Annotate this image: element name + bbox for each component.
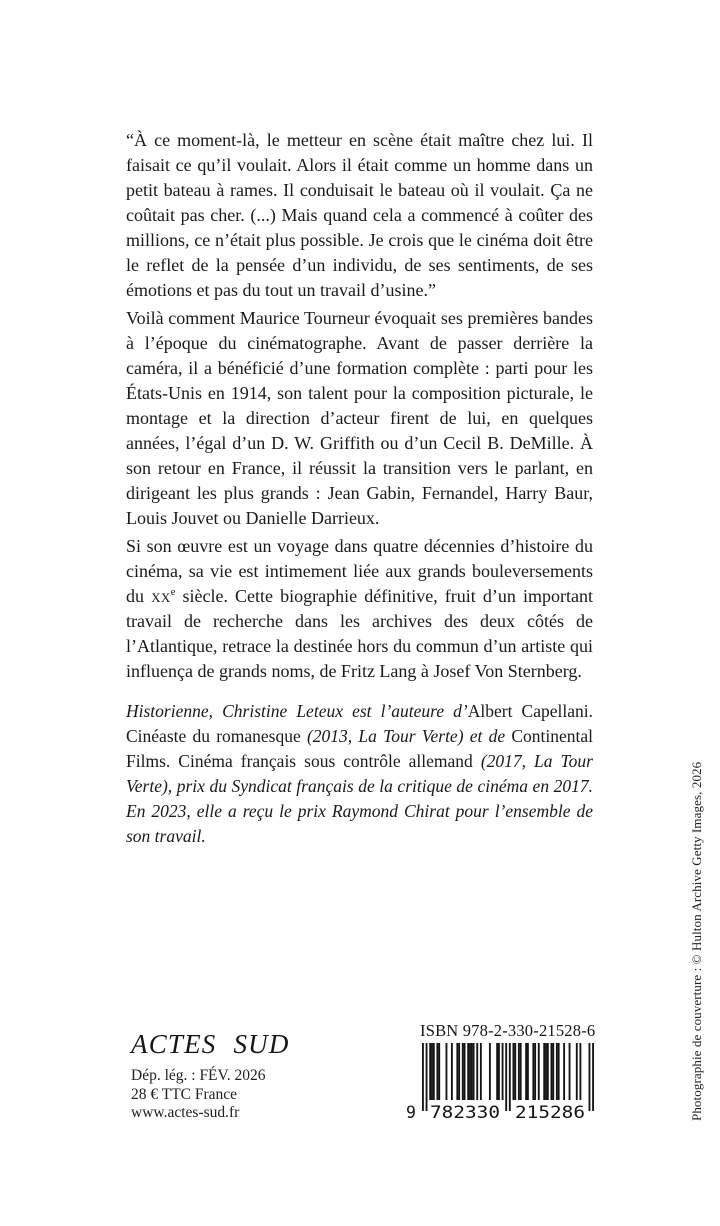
century-ordinal: e [170,587,176,598]
legal-deposit-line: Dép. lég. : FÉV. 2026 [131,1067,266,1084]
imprint-block [131,1067,265,1123]
barcode-digits-right: 215286 [515,1103,585,1121]
barcode-digits-left: 782330 [430,1103,500,1121]
barcode-first-digit: 9 [406,1103,416,1121]
ean-barcode [402,1043,594,1121]
bio-italic-1: Historienne, Christine Leteux est l’auteure d’ [126,701,468,721]
synopsis-text-start: Si son œuvre est un voyage dans quatre décennies d’histoire du cinéma, sa vie est intimement liée aux grands bouleversements du [126,536,593,606]
cover-photo-credit: Photographie de couverture : © Hulton Archive Getty Images, 2026 [689,761,704,1121]
bio-title-2: Continental Films. Cinéma français sous contrôle allemand [126,726,593,771]
quote-paragraph: “À ce moment-là, le metteur en scène était maître chez lui. Il faisait ce qu’il voulait. Alors il était comme un homme dans un petit bateau à rames. Il conduisait le bateau où il voulait. Ça ne coûtait pas cher. (...) Mais quand cela a commencé à coûter des millions, ce n’était plus possible. Je crois que le cinéma doit être le reflet de la pensée d’un individu, de ses sentiments, de ses émotions et pas du tout un travail d’usine.” [126,130,593,300]
bio-italic-3: (2017, La Tour Verte), prix du Syndicat français de la critique de cinéma en 2017. En 2023, elle a reçu le prix Raymond Chirat pour l’ensemble de son travail. [126,751,593,846]
synopsis-text-end: siècle. Cette biographie définitive, fruit d’un important travail de recherche dans les archives des deux côtés de l’Atlantique, retrace la destinée hors du commun d’un artiste qui influença de grands noms, de Fritz Lang à Josef Von Sternberg. [126,586,593,681]
bio-italic-2: (2013, La Tour Verte) et de [306,726,512,746]
bio-title-1: Albert Capellani. Cinéaste du romanesque [126,701,593,746]
author-bio [126,699,593,849]
back-cover-blurb [126,128,593,852]
website-line: www.actes-sud.fr [131,1104,240,1122]
career-paragraph: Voilà comment Maurice Tourneur évoquait ses premières bandes à l’époque du cinématographe. Avant de passer derrière la caméra, il a bénéficié d’une formation complète : parti pour les États-Unis en 1914, son talent pour la composition picturale, le montage et la direction d’acteur firent de lui, en quelques années, l’égal d’un D. W. Griffith ou d’un Cecil B. DeMille. À son retour en France, il réussit la transition vers le parlant, en dirigeant les plus grands : Jean Gabin, Fernandel, Harry Baur, Louis Jouvet ou Danielle Darrieux. [126,308,593,528]
price-line: 28 € TTC France [131,1085,238,1103]
isbn-block [402,1021,594,1121]
publisher-logo: ACTES SUD [131,1029,290,1059]
isbn-label: ISBN 978-2-330-21528-6 [420,1021,596,1040]
synopsis-paragraph [126,534,593,684]
century-smallcaps: xx [151,586,171,606]
